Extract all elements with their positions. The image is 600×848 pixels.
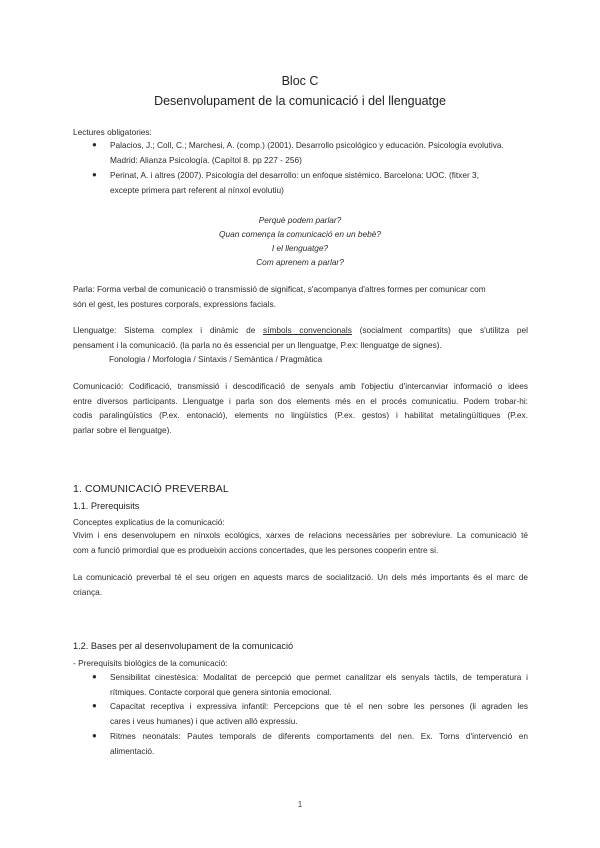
reading-item-1-line1: Palacios, J.; Coll, C.; Marchesi, A. (comp.) (2001). Desarrollo psicológico y educación. Psicología evolutiva. <box>110 140 504 150</box>
document-subtitle: Desenvolupament de la comunicació i del llenguatge <box>154 94 446 108</box>
biological-item-1-line2: rítmiques. Contacte corporal que genera sintonia emocional. <box>110 686 332 697</box>
section-1-1-p2-line1: La comunicació preverbal té el seu origen en aquests marcs de socialització. Un dels més importants és el marc de <box>73 572 528 582</box>
section-1-heading: 1. COMUNICACIÓ PREVERBAL <box>73 483 229 495</box>
document-title: Bloc C <box>281 74 319 88</box>
readings-label: Lectures obligatories: <box>73 127 152 137</box>
reading-item-2-line2: excepte primera part referent al nínxol evolutiu) <box>110 184 284 195</box>
biological-item-2-line1: Capacitat receptiva i expressiva infantil: Percepcions que té el nen sobre les persones (li agraden les <box>110 701 528 711</box>
parla-line2: són el gest, les postures corporals, expressions facials. <box>73 298 276 309</box>
section-1-1-heading: 1.1. Prerequisits <box>73 501 140 511</box>
section-1-2-intro: - Prerequisits biològics de la comunicació: <box>73 658 228 668</box>
llenguatge-underlined-term: símbols convencionals <box>263 325 352 335</box>
section-1-1-paragraph-2 <box>73 570 528 599</box>
section-1-1-paragraph-1 <box>73 528 528 557</box>
llenguatge-suffix: (socialment compartits) que s'utilitza pel <box>351 325 528 335</box>
question-4: Com aprenem a parlar? <box>256 257 344 267</box>
llenguatge-definition <box>73 323 528 367</box>
comunicacio-line1: Comunicació: Codificació, transmissió i descodificació de senyals amb l'objectiu d'intercanviar informació o idees <box>73 381 528 391</box>
reading-item-1 <box>110 138 528 167</box>
biological-item-3-line2: alimentació. <box>110 745 155 756</box>
biological-item-1-line1: Sensibilitat cinestèsica: Modalitat de percepció que permet canalitzar els senyals tàctils, de temperatura i <box>110 672 528 682</box>
comunicacio-line4: parlar sobre el llenguatge). <box>73 424 172 435</box>
comunicacio-line3: codis paralingüístics (P.ex. entonació), elements no lingüístics (P.ex. gestos) i habilitat metalingüítiques (P.ex. <box>73 410 528 420</box>
section-1-1-p1-line2: com a funció primordial que es produeixin accions concertades, que les persones cooperin entre si. <box>73 544 439 555</box>
section-1-1-intro: Conceptes explicatius de la comunicació: <box>73 517 225 527</box>
parla-line1: Parla: Forma verbal de comunicació o transmissió de significat, s'acompanya d'altres formes per comunicar com <box>73 284 486 294</box>
comunicacio-definition <box>73 379 528 437</box>
section-1-1-p2-line2: criança. <box>73 586 103 597</box>
question-1: Perquè podem parlar? <box>258 215 342 225</box>
reading-item-2 <box>110 168 528 197</box>
comunicacio-line2: entre diversos participants. Llenguatge i parla son dos elements més en el procés comunicatiu. Podem trobar-hi: <box>73 395 528 406</box>
llenguatge-line1 <box>73 323 528 338</box>
question-2: Quan comença la comunicació en un bebè? <box>219 229 381 239</box>
section-1-2-heading: 1.2. Bases per al desenvolupament de la comunicació <box>73 641 294 651</box>
bullet-icon: ● <box>92 672 97 681</box>
llenguatge-levels: Fonologia / Morfologia / Sintaxis / Semàntica / Pragmàtica <box>109 354 323 364</box>
bullet-icon: ● <box>92 140 97 149</box>
bullet-icon: ● <box>92 701 97 710</box>
biological-item-3 <box>110 729 528 758</box>
section-1-1-p1-line1: Vivim i ens desenvolupem en nínxols ecològics, xarxes de relacions necessàries per sobreviure. La comunicació té <box>73 530 528 540</box>
bullet-icon: ● <box>92 170 97 179</box>
biological-item-2-line2: cares i veus humanes) i que activen alló expressiu. <box>110 715 298 726</box>
llenguatge-line2: pensament i la comunicació. (la parla no és essencial per un llenguatge, P.ex: llenguatge de signes). <box>73 339 442 350</box>
reading-item-1-line2: Madrid: Alianza Psicología. (Capítol 8. pp 227 - 256) <box>110 154 302 165</box>
bullet-icon: ● <box>92 731 97 740</box>
biological-item-2 <box>110 699 528 728</box>
biological-item-3-line1: Ritmes neonatals: Pautes temporals de diferents comportaments del nen. Ex. Torns d'intervenció en <box>110 731 528 741</box>
parla-definition <box>73 282 528 311</box>
llenguatge-prefix: Llenguatge: Sistema complex i dinàmic de <box>73 325 264 335</box>
reading-item-2-line1: Perinat, A. i altres (2007). Psicología del desarrollo: un enfoque sistémico. Barcelona: UOC. (fitxer 3, <box>110 170 479 180</box>
page-number: 1 <box>297 800 303 809</box>
question-3: I el llenguatge? <box>271 243 329 253</box>
biological-item-1 <box>110 670 528 699</box>
